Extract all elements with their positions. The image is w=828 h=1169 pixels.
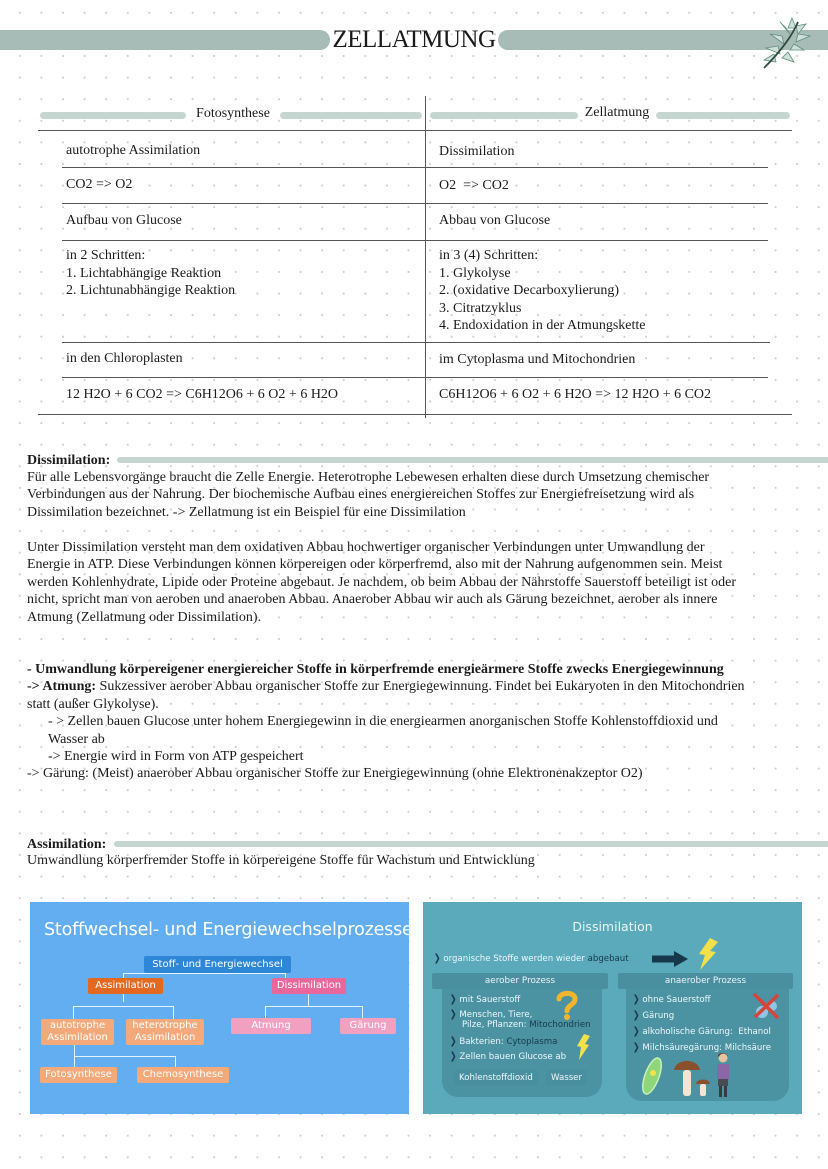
table-header-rule	[426, 130, 792, 131]
column-header-pill	[430, 112, 578, 119]
atmung-line	[27, 678, 827, 695]
steps-heading: in 3 (4) Schritten:	[439, 248, 539, 263]
sub-point-cont: Wasser ab	[48, 731, 105, 747]
column-header-fotosynthese: Fotosynthese	[196, 106, 270, 121]
lightning-icon	[696, 938, 720, 970]
item-text: Zellen bauen Glucose ab	[459, 1052, 567, 1062]
item-text: ohne Sauerstoff	[642, 995, 711, 1005]
section-heading-rule	[114, 841, 828, 847]
sub-point: -> Energie wird in Form von ATP gespeichert	[48, 749, 304, 765]
table-cell-left: 12 H2O + 6 CO2 => C6H12O6 + 6 O2 + 6 H2O	[66, 387, 339, 402]
table-row-divider	[62, 377, 426, 378]
table-cell-left: in den Chloroplasten	[66, 351, 183, 366]
chevron-right-icon: ❯	[433, 953, 441, 964]
aerob-item-cont	[462, 1020, 591, 1031]
anaerob-process-label: anaerober Prozess	[618, 973, 793, 989]
no-oxygen-icon	[752, 992, 780, 1020]
person-icon	[714, 1052, 732, 1098]
table-row-divider	[426, 240, 768, 241]
conversion-block	[27, 661, 827, 783]
anaerob-item	[632, 1026, 771, 1038]
conversion-bold-line: - Umwandlung körpereigener energiereicher Stoffe in körperfremde energieärmere Stoffe zwecks Energiegewinnung	[27, 662, 724, 677]
table-cell-left: CO2 => O2	[66, 177, 133, 192]
connector-line	[123, 994, 124, 1002]
product-chip: Wasser	[546, 1070, 587, 1086]
item-text: Menschen, Tiere,	[459, 1010, 533, 1020]
intro-highlight: abgebaut	[587, 954, 629, 964]
column-header-pill	[656, 112, 790, 119]
table-row-divider	[62, 240, 426, 241]
table-cell-right: im Cytoplasma und Mitochondrien	[439, 352, 636, 367]
item-text: Milchsäuregärung: Milchsäure	[642, 1043, 771, 1053]
chevron-right-icon: ❯	[449, 1036, 457, 1047]
table-cell-right: Dissimilation	[439, 144, 515, 159]
gaerung-line: -> Gärung: (Meist) anaerober Abbau organischer Stoffe zur Energiegewinnung (ohne Elektronenakzeptor O2)	[27, 766, 643, 782]
table-header-rule	[38, 130, 426, 131]
step-item: 1. Lichtabhängige Reaktion	[66, 265, 222, 281]
title-decoration-bar-left	[0, 30, 330, 50]
section-heading-assimilation: Assimilation:	[27, 837, 107, 852]
atmung-text: Sukzessiver aerober Abbau organischer Stoffe zur Energiegewinnung. Findet bei Eukaryoten in den Mitochondrien	[96, 679, 745, 695]
chevron-right-icon: ❯	[632, 1026, 640, 1037]
page-title: ZELLATMUNG	[332, 26, 496, 53]
table-column-divider	[425, 96, 426, 418]
table-row-divider	[62, 342, 426, 343]
item-text: mit Sauerstoff	[459, 995, 521, 1005]
step-item: 1. Glykolyse	[439, 265, 511, 281]
table-cell-right: O2 => CO2	[439, 178, 509, 193]
connector-line	[74, 1056, 175, 1057]
node-atmung: Atmung	[231, 1018, 311, 1034]
aerob-item	[449, 1036, 557, 1048]
node-label-line: heterotrophe	[132, 1020, 198, 1031]
node-label-line: Assimilation	[47, 1032, 108, 1043]
text-line: Dissimilation bezeichnet. -> Zellatmung ist ein Beispiel für eine Dissimilation	[27, 504, 466, 520]
connector-line	[73, 1006, 74, 1019]
table-row-divider	[426, 377, 768, 378]
mushroom-icon	[672, 1058, 712, 1098]
chevron-right-icon: ❯	[449, 994, 457, 1005]
item-text: alkoholische Gärung: Ethanol	[642, 1027, 771, 1037]
text-line: Energie in ATP. Diese Verbindungen können körpereigen oder körperfremd, also mit der Nahrung aufgenommen sein. Meist	[27, 557, 723, 573]
dissimilation-paragraph-2	[27, 539, 827, 626]
step-item: 3. Citratzyklus	[439, 300, 522, 316]
connector-line	[308, 994, 309, 1006]
item-text: Bakterien:	[459, 1037, 507, 1047]
lightning-icon	[576, 1034, 590, 1060]
product-chip: Kohlenstoffdioxid	[454, 1070, 538, 1086]
section-heading-dissimilation: Dissimilation:	[27, 453, 111, 468]
anaerob-item	[632, 1010, 674, 1022]
dissimilation-paragraph-1	[27, 469, 827, 521]
steps-heading: in 2 Schritten:	[66, 248, 146, 263]
node-assimilation: Assimilation	[88, 978, 163, 994]
table-row-divider	[426, 167, 768, 168]
aerob-process-label: aerober Prozess	[432, 973, 608, 989]
text-line: werden Kohlenhydrate, Lipide oder Proteine abgebaut. Je nachdem, ob beim Abbau der Nährstoffe Sauerstoff beteiligt ist oder	[27, 574, 736, 590]
table-row-divider	[62, 167, 426, 168]
anaerob-item	[632, 1042, 771, 1054]
aerob-item	[449, 1051, 566, 1063]
anaerob-item	[632, 994, 711, 1006]
node-gaerung: Gärung	[340, 1018, 396, 1034]
assimilation-text: Umwandlung körperfremder Stoffe in körpereigene Stoffe für Wachstum und Entwicklung	[27, 853, 535, 868]
node-dissimilation: Dissimilation	[272, 978, 346, 994]
table-bottom-rule	[426, 414, 792, 415]
table-cell-right-steps	[439, 247, 645, 335]
item-text: Gärung	[642, 1011, 675, 1021]
chevron-right-icon: ❯	[449, 1009, 457, 1020]
connector-line	[173, 1006, 174, 1019]
node-fotosynthese: Fotosynthese	[40, 1067, 117, 1083]
node-chemosynthese: Chemosynthese	[137, 1067, 229, 1083]
item-highlight: Mitochondrien	[529, 1020, 591, 1030]
dissimilation-intro	[433, 953, 629, 965]
text-line: Verbindungen aus der Nahrung. Der biochemische Aufbau eines energiereichen Stoffes zur Energiefreisetzung wird als	[27, 487, 695, 503]
item-highlight: Cytoplasma	[506, 1037, 558, 1047]
column-header-pill	[280, 112, 422, 119]
chevron-right-icon: ❯	[449, 1051, 457, 1062]
connector-line	[123, 973, 285, 974]
chevron-right-icon: ❯	[632, 1042, 640, 1053]
text-line: nicht, spricht man von aeroben und anaeroben Abbau. Anaerober Abbau wir auch als Gärung bezeichnet, aerober als innere	[27, 592, 718, 608]
node-stoff-und-energiewechsel: Stoff- und Energiewechsel	[144, 956, 291, 973]
intro-text: organische Stoffe werden wieder	[443, 954, 588, 964]
table-cell-left: Aufbau von Glucose	[66, 213, 182, 228]
table-cell-right: C6H12O6 + 6 O2 + 6 H2O => 12 H2O + 6 CO2	[439, 387, 712, 402]
question-mark-icon	[556, 990, 578, 1020]
table-row-divider	[426, 342, 770, 343]
atmung-label: -> Atmung:	[27, 679, 97, 695]
node-heterotrophe-assimilation	[126, 1019, 204, 1045]
bacterium-icon	[640, 1055, 664, 1097]
text-line: Unter Dissimilation versteht man dem oxidativen Abbau hochwertiger organischer Verbindungen unter Umwandlung der	[27, 540, 705, 555]
node-autotrophe-assimilation	[41, 1019, 114, 1045]
dissimilation-diagram-title: Dissimilation	[572, 919, 653, 934]
connector-line	[73, 1006, 174, 1007]
column-header-zellatmung: Zellatmung	[584, 105, 650, 120]
table-bottom-rule	[38, 414, 426, 415]
table-cell-right: Abbau von Glucose	[439, 213, 551, 228]
arrow-right-icon	[652, 951, 688, 967]
item-text: Pilze, Pflanzen:	[462, 1020, 530, 1030]
section-heading-rule	[117, 457, 828, 463]
sub-point: - > Zellen bauen Glucose unter hohem Energiegewinn in die energiearmen anorganischen Stoffe Kohlenstoffdioxid und	[48, 714, 718, 730]
text-line: Atmung (Zellatmung oder Dissimilation).	[27, 609, 262, 625]
chevron-right-icon: ❯	[632, 1010, 640, 1021]
step-item: 4. Endoxidation in der Atmungskette	[439, 318, 646, 333]
metabolism-diagram-title: Stoffwechsel- und Energiewechselprozesse	[44, 920, 413, 940]
text-line: Für alle Lebensvorgänge braucht die Zelle Energie. Heterotrophe Lebewesen erhalten diese durch Umsetzung chemischer	[27, 470, 710, 485]
table-cell-left-steps	[66, 247, 235, 300]
atmung-line-cont: statt (außer Glykolyse).	[27, 696, 159, 712]
table-cell-left: autotrophe Assimilation	[66, 143, 201, 158]
step-item: 2. Lichtunabhängige Reaktion	[66, 283, 236, 298]
table-row-divider	[62, 203, 426, 204]
column-header-pill	[40, 112, 186, 119]
leaf-icon	[752, 14, 814, 72]
aerob-item	[449, 994, 520, 1006]
step-item: 2. (oxidative Decarboxylierung)	[439, 283, 619, 298]
connector-line	[265, 1006, 362, 1007]
chevron-right-icon: ❯	[632, 994, 640, 1005]
node-label-line: Assimilation	[134, 1032, 196, 1043]
node-label-line: autotrophe	[49, 1020, 106, 1031]
table-row-divider	[426, 203, 768, 204]
